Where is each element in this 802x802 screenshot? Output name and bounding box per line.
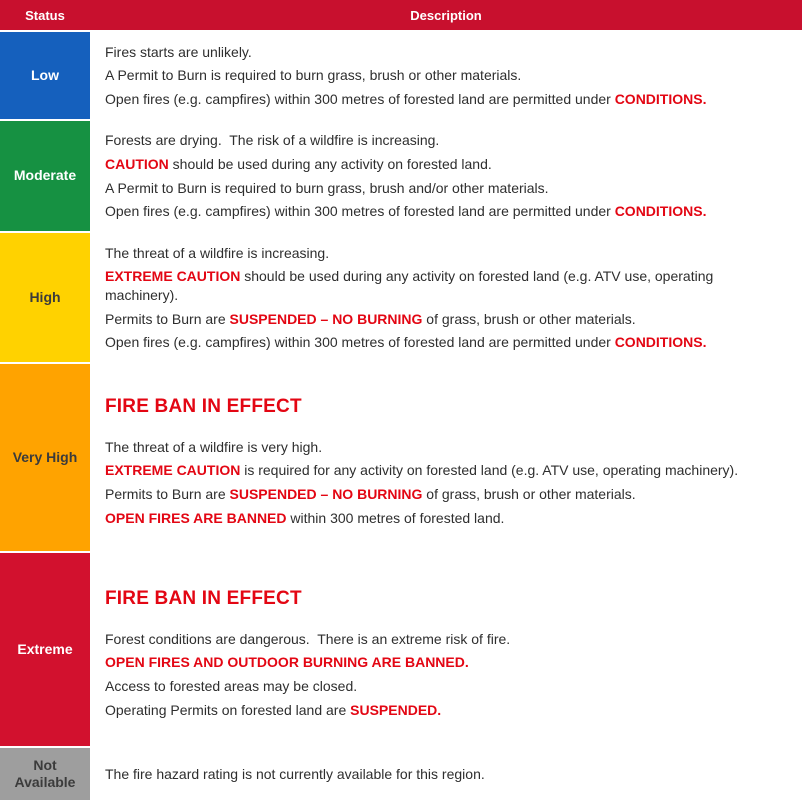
description-line <box>105 461 788 480</box>
description-text: The fire hazard rating is not currently available for this region. <box>105 766 485 782</box>
description-text: Forest conditions are dangerous. There is an extreme risk of fire. <box>105 630 511 647</box>
description-line <box>105 438 788 457</box>
description-line <box>105 179 788 198</box>
emphasis-text: CONDITIONS. <box>614 203 707 220</box>
status-cell: Low <box>0 32 90 119</box>
description-cell <box>90 233 802 362</box>
fire-ban-heading <box>105 586 788 611</box>
description-text: Access to forested areas may be closed. <box>105 677 358 694</box>
emphasis-text: SUSPENDED – NO BURNING <box>229 485 423 502</box>
description-text: Forests are drying. The risk of a wildfire is increasing. <box>105 132 440 149</box>
description-text: Operating Permits on forested land are <box>105 701 351 718</box>
description-text: A Permit to Burn is required to burn grass, brush or other materials. <box>105 67 522 84</box>
table-row <box>0 364 802 551</box>
emphasis-text: EXTREME CAUTION <box>105 462 241 479</box>
description-cell <box>90 364 802 551</box>
description-line <box>105 90 788 109</box>
description-cell <box>90 553 802 746</box>
description-line <box>105 155 788 174</box>
description-line <box>105 310 788 329</box>
description-line <box>105 244 788 263</box>
description-text: of grass, brush or other materials. <box>422 485 636 502</box>
description-line <box>105 677 788 696</box>
emphasis-text: OPEN FIRES ARE BANNED <box>105 509 287 526</box>
emphasis-text: FIRE BAN IN EFFECT <box>105 395 302 417</box>
emphasis-text: OPEN FIRES AND OUTDOOR BURNING ARE BANNED. <box>105 654 469 671</box>
description-line <box>105 630 788 649</box>
description-line <box>105 267 788 304</box>
description-line <box>105 653 788 672</box>
emphasis-text: SUSPENDED. <box>350 701 442 718</box>
description-line <box>105 765 788 784</box>
description-text: should be used during any activity on forested land (e.g. ATV use, operating machinery). <box>105 268 718 303</box>
status-cell: Very High <box>0 364 90 551</box>
table-header <box>0 0 802 30</box>
status-cell: Extreme <box>0 553 90 746</box>
description-cell <box>90 748 802 800</box>
table-row <box>0 121 802 231</box>
description-text: within 300 metres of forested land. <box>286 509 505 526</box>
table-row <box>0 233 802 362</box>
description-text: A Permit to Burn is required to burn grass, brush and/or other materials. <box>105 179 549 196</box>
description-text: should be used during any activity on forested land. <box>168 155 492 172</box>
description-text: Open fires (e.g. campfires) within 300 metres of forested land are permitted under <box>105 334 615 351</box>
description-line <box>105 701 788 720</box>
description-text: Open fires (e.g. campfires) within 300 metres of forested land are permitted under <box>105 203 615 220</box>
description-cell <box>90 32 802 119</box>
emphasis-text: CONDITIONS. <box>614 334 707 351</box>
header-description-label: Description <box>410 7 482 23</box>
emphasis-text: FIRE BAN IN EFFECT <box>105 587 302 609</box>
description-text: The threat of a wildfire is increasing. <box>105 244 330 261</box>
emphasis-text: EXTREME CAUTION <box>105 268 241 285</box>
description-text: Open fires (e.g. campfires) within 300 metres of forested land are permitted under <box>105 90 615 107</box>
description-line <box>105 333 788 352</box>
status-cell: High <box>0 233 90 362</box>
description-text: Permits to Burn are <box>105 485 230 502</box>
description-line <box>105 202 788 221</box>
status-cell: Not Available <box>0 748 90 800</box>
description-text: is required for any activity on forested land (e.g. ATV use, operating machinery). <box>240 462 739 479</box>
description-text: The threat of a wildfire is very high. <box>105 438 323 455</box>
table-row <box>0 32 802 119</box>
header-status-label: Status <box>25 7 65 23</box>
description-cell <box>90 121 802 231</box>
table-row <box>0 553 802 746</box>
table-row <box>0 748 802 800</box>
description-text: of grass, brush or other materials. <box>422 310 636 327</box>
emphasis-text: CAUTION <box>105 155 169 172</box>
fire-ban-heading <box>105 394 788 419</box>
description-line <box>105 66 788 85</box>
description-line <box>105 509 788 528</box>
table-body <box>0 32 802 800</box>
description-line <box>105 485 788 504</box>
description-line <box>105 131 788 150</box>
status-cell: Moderate <box>0 121 90 231</box>
emphasis-text: CONDITIONS. <box>614 90 707 107</box>
description-line <box>105 43 788 62</box>
emphasis-text: SUSPENDED – NO BURNING <box>229 310 423 327</box>
description-text: Permits to Burn are <box>105 310 230 327</box>
description-text: Fires starts are unlikely. <box>105 43 252 60</box>
